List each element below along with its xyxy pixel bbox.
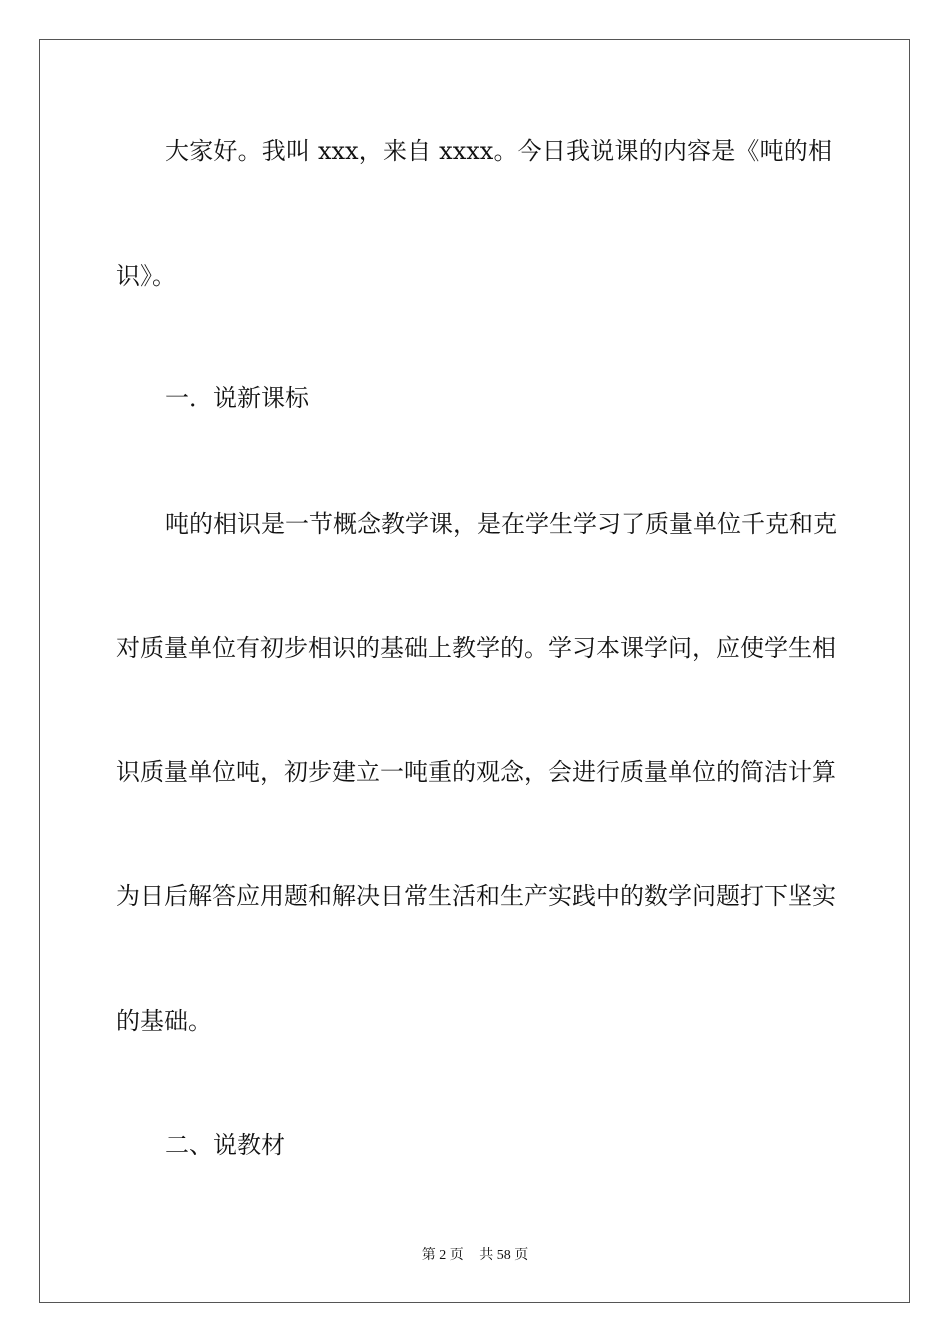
page-frame [39, 39, 910, 1303]
section-heading-2: 二、说教材 [165, 1131, 285, 1159]
paragraph-body-line-3: 识质量单位吨，初步建立一吨重的观念，会进行质量单位的简洁计算 [116, 758, 836, 786]
page-total: 共 58 页 [479, 1248, 529, 1263]
paragraph-body-line-2: 对质量单位有初步相识的基础上教学的。学习本课学问，应使学生相 [116, 634, 836, 662]
paragraph-body-line-1: 吨的相识是一节概念教学课，是在学生学习了质量单位千克和克 [165, 510, 837, 538]
page-footer [0, 1247, 950, 1265]
section-heading-1: 一．说新课标 [165, 384, 309, 412]
paragraph-intro-line-1: 大家好。我叫 xxx，来自 xxxx。今日我说课的内容是《吨的相 [165, 137, 832, 165]
page-number: 第 2 页 [421, 1248, 464, 1263]
paragraph-intro-line-2: 识》。 [116, 262, 176, 290]
paragraph-body-line-5: 的基础。 [116, 1007, 212, 1035]
paragraph-body-line-4: 为日后解答应用题和解决日常生活和生产实践中的数学问题打下坚实 [116, 882, 836, 910]
